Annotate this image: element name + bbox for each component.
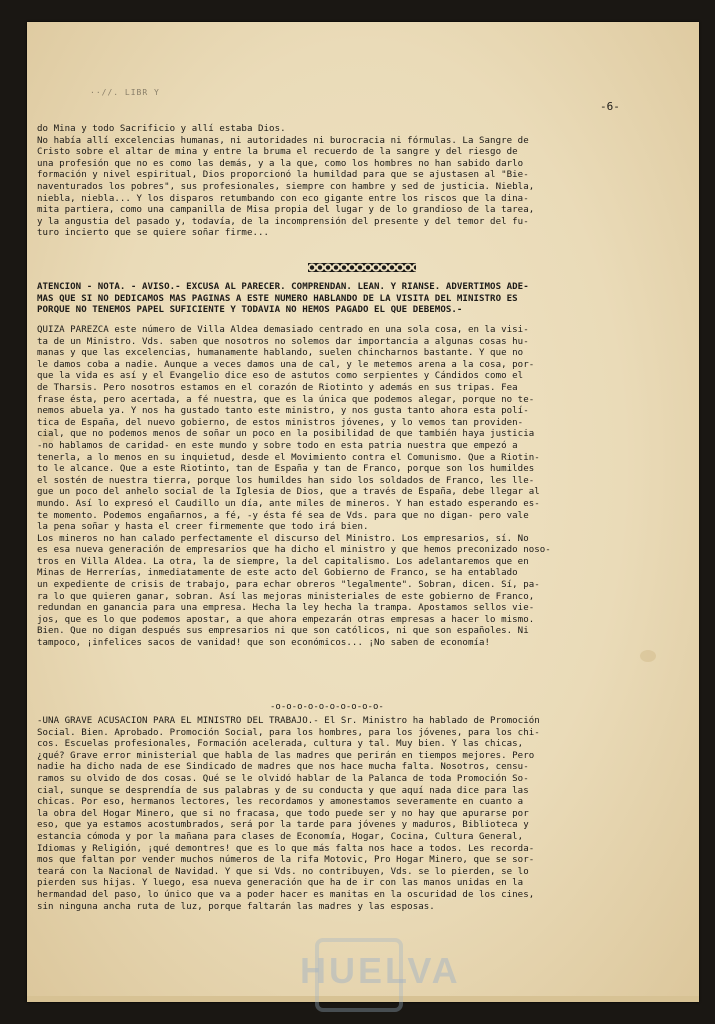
text-line: PORQUE NO TENEMOS PAPEL SUFICIENTE Y TODAVIA NO HEMOS PAGADO EL QUE DEBEMOS.- — [37, 305, 463, 316]
text-line: Cristo sobre el altar de mina y entre la bruma el recuerdo de la sangre y del riesgo de — [37, 147, 518, 158]
paragraph-accusation — [37, 716, 657, 913]
faded-header-mark: ··//. LIBR Y — [90, 88, 160, 97]
text-line: Idiomas y Religión, ¡qué demontres! que es lo que más falta nos hace a todos. Les recorda- — [37, 843, 535, 854]
text-line: y la angustia del pasado y, todavía, de la incomprensión del presente y del temor del fu- — [37, 216, 529, 227]
text-line: teará con la Nacional de Navidad. Y que si Vds. no contribuyen, Vds. se lo pierden, se lo — [37, 866, 529, 877]
text-line: pierden sus hijas. Y luego, esa nueva generación que ha de ir con las manos unidas en la — [37, 878, 524, 889]
text-line: estancia cómoda y por la mañana para clases de Economía, Hogar, Cocina, Cultura General, — [37, 831, 524, 842]
text-line: No había allí excelencias humanas, ni autoridades ni burocracia ni fórmulas. La Sangre de — [37, 135, 529, 146]
text-line: Minas de Herrerías, inmediatamente de este acto del Gobierno de Franco, se ha entablado — [37, 568, 518, 579]
text-line: redundan en ganancia para una empresa. Hecha la ley hecha la trampa. Apostamos sellos vie- — [37, 603, 535, 614]
text-line: el sostén de nuestra tierra, porque los humildes han sido los soldados de Franco, les lle- — [37, 475, 535, 486]
paper-stain — [640, 650, 656, 662]
text-line: la pena soñar y hasta el creer firmemente que todo irá bien. — [37, 522, 369, 533]
text-line: Los mineros no han calado perfectamente el discurso del Ministro. Los empresarios, sí. No — [37, 533, 529, 544]
text-line: ATENCION - NOTA. - AVISO.- EXCUSA AL PARECER. COMPRENDAN. LEAN. Y RIANSE. ADVERTIMOS ADE- — [37, 282, 529, 292]
notice-block — [37, 282, 657, 317]
text-line: cos. Escuelas profesionales, Formación acelerada, cultura y tal. Muy bien. Y las chicas, — [37, 739, 524, 750]
text-line: ramos su olvido de dos cosas. Qué se le olvidó hablar de la Palanca de toda Promoción So- — [37, 773, 529, 784]
text-line: jos, que es lo que podemos apostar, a que ahora empezarán otras empresas a hacer lo mismo. — [37, 614, 535, 625]
text-line: Bien. Que no digan después sus empresarios ni que son católicos, ni que son españoles. Ni — [37, 626, 529, 637]
paragraph-mass — [37, 124, 657, 240]
paragraph-minister-visit — [37, 325, 657, 650]
page-number: -6- — [600, 100, 620, 113]
text-line: que la vida es así y el Evangelio dice eso de astutos como serpientes y Cándidos como el — [37, 371, 524, 382]
text-line: cial, que no podemos menos de soñar un poco en la posibilidad de que también haya justicia — [37, 429, 535, 440]
text-line: la obra del Hogar Minero, que si no fracasa, que todo puede ser y no hay que apurarse por — [37, 808, 529, 819]
text-line: mundo. Así lo expresó el Caudillo un día, ante miles de mineros. Y han estado esperando es- — [37, 498, 540, 509]
text-line: le damos coba a nadie. Aunque a veces damos una de cal, y le metemos arena a la cosa, por- — [37, 359, 535, 370]
text-line: turo incierto que se quiere soñar firme... — [37, 228, 270, 239]
text-line: frase ésta, pero acertada, a fé nuestra, que es la única que podemos alegar, porque no te- — [37, 394, 535, 405]
ornamental-divider — [308, 263, 416, 272]
text-line: te momento. Podemos engañarnos, a fé, -y ésta fé sea de Vds. para que no digan- pero vale — [37, 510, 529, 521]
text-line: sin ninguna ancha ruta de luz, porque faltarán las madres y las esposas. — [37, 901, 435, 912]
text-line: nemos abuela ya. Y nos ha gustado tanto este ministro, y nos gusta tanto ahora esta polí- — [37, 406, 529, 417]
text-line: niebla, niebla... Y los disparos retumbando con eco gigante entre los riscos que la dina- — [37, 193, 529, 204]
text-line: -no hablamos de caridad- en este mundo y sobre todo en esta patria nuestra que empezó a — [37, 440, 518, 451]
text-line: un expediente de crisis de trabajo, para echar obreros "legalmente". Sobran, dicen. Sí, pa- — [37, 580, 540, 591]
text-line: Social. Bien. Aprobado. Promoción Social, para los hombres, para los jóvenes, para los chi- — [37, 727, 540, 738]
section-separator: -o-o-o-o-o-o-o-o-o-o- — [270, 702, 384, 712]
text-line: nadie ha dicho nada de ese Sindicado de madres que nos hace mucha falta. Nosotros, censu- — [37, 762, 529, 773]
text-line: formación y nivel espiritual, Dios proporcionó la humildad para que se ajustasen al "Bie- — [37, 170, 529, 181]
watermark-text: HUELVA — [300, 950, 461, 991]
text-line: cial, sunque se desprendía de sus palabras y de su conducta y que aquí nada dice para las — [37, 785, 529, 796]
text-line: hermandad del paso, lo único que va a poder hacer es manitas en la oscuridad de los cines, — [37, 889, 535, 900]
text-line: tenerla, a lo menos en su inquietud, desde el Movimiento contra el Comunismo. Que a Riotin- — [37, 452, 540, 463]
text-line: to le alcance. Que a este Riotinto, tan de España y tan de Franco, porque son los humildes — [37, 464, 535, 475]
text-line: una profesión que no es como las demás, y a la que, como los hombres no han sabido darlo — [37, 158, 524, 169]
text-line: do Mina y todo Sacrificio y allí estaba Dios. — [37, 124, 286, 134]
text-line: MAS QUE SI NO DEDICAMOS MAS PAGINAS A ESTE NUMERO HABLANDO DE LA VISITA DEL MINISTRO ES — [37, 293, 518, 304]
text-line: QUIZA PAREZCA este número de Villa Aldea demasiado centrado en una sola cosa, en la visi- — [37, 325, 529, 335]
text-line: gue un poco del anhelo social de la Iglesia de Dios, que a través de España, debe llegar al — [37, 487, 540, 498]
text-line: mos que faltan por vender muchos números de la rifa Motovic, Pro Hogar Minero, que se sor- — [37, 855, 535, 866]
text-line: tampoco, ¡infelices sacos de vanidad! que son económicos... ¡No saben de economía! — [37, 638, 491, 649]
text-line: de Tharsis. Pero nosotros estamos en el corazón de Riotinto y además en sus tripas. Fea — [37, 382, 518, 393]
text-line: ra lo que quieren ganar, sobran. Así las mejoras ministeriales de este gobierno de Franco, — [37, 591, 535, 602]
text-line: eso, que ya estamos acostumbrados, será por la tarde para jóvenes y maduros, Biblioteca y — [37, 820, 529, 831]
text-line: -UNA GRAVE ACUSACION PARA EL MINISTRO DEL TRABAJO.- El Sr. Ministro ha hablado de Promoción — [37, 716, 540, 726]
text-line: ta de un Ministro. Vds. saben que nosotros no solemos dar importancia a algunas cosas hu- — [37, 336, 529, 347]
text-line: tros en Villa Aldea. La otra, la de siempre, la del capitalismo. Los adelantaremos que en — [37, 556, 529, 567]
text-line: tica de España, del nuevo gobierno, de estos ministros jóvenes, y lo vemos tan providen- — [37, 417, 524, 428]
text-line: ¿qué? Grave error ministerial que habla de las madres que perirán en tiempos mejores. Pero — [37, 750, 535, 761]
text-line: naventurados los pobres", sus profesionales, siempre con hambre y sed de justicia. Niebla, — [37, 181, 535, 192]
text-line: chicas. Por eso, hermanos lectores, les recordamos y amonestamos severamente en cuanto a — [37, 797, 524, 808]
text-line: manas y que las excelencias, humanamente hablando, suelen chincharnos bastante. Y que no — [37, 348, 524, 359]
text-line: es esa nueva generación de empresarios que ha dicho el ministro y que hemos preconizado noso- — [37, 545, 551, 556]
text-line: mita partiera, como una campanilla de Misa propia del lugar y de lo grandioso de la tarea, — [37, 205, 535, 216]
